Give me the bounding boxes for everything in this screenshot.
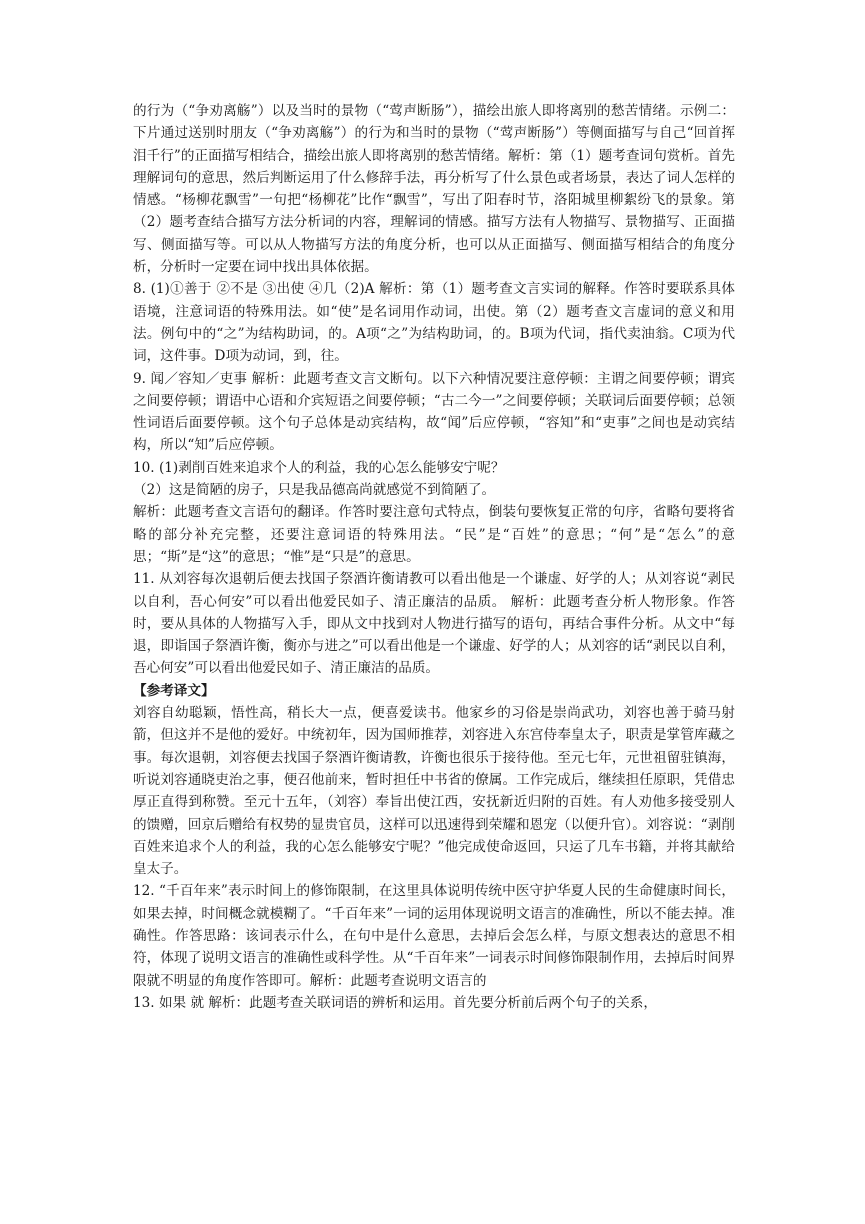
paragraph-answer-10-2: （2）这是简陋的房子，只是我品德高尚就感觉不到简陋了。 xyxy=(133,482,496,499)
paragraph-answer-13: 13. 如果 就 解析：此题考查关联词语的辨析和运用。首先要分析前后两个句子的关系， xyxy=(133,994,657,1011)
paragraph-answer-10-analysis: 解析：此题考查文言语句的翻译。作答时要注意句式特点，倒装句要恢复正常的句序，省略句要将省略的部分补充完整，还要注意词语的特殊用法。“民”是“百姓”的意思；“何”是“怎么”的意思；“斯”是“这”的意思；“惟”是“只是”的意思。 xyxy=(133,504,735,565)
paragraph-answer-9: 9. 闻／容知／吏事 解析：此题考查文言文断句。以下六种情况要注意停顿：主谓之间要停顿；谓宾之间要停顿；谓语中心语和介宾短语之间要停顿；“古二今一”之间要停顿；关联词后面要停顿；总领性词语后面要停顿。这个句子总体是动宾结构，故“闻”后应停顿，“容知”和“吏事”之间也是动宾结构，所以“知”后应停顿。 xyxy=(133,370,735,454)
paragraph-reference-translation: 刘容自幼聪颖，悟性高，稍长大一点，便喜爱读书。他家乡的习俗是崇尚武功，刘容也善于骑马射箭，但这并不是他的爱好。中统初年，因为国师推荐，刘容进入东宫侍奉皇太子，职责是掌管库藏之事。每次退朝，刘容便去找国子祭酒许衡请教，许衡也很乐于接待他。至元七年，元世祖留驻镇海，听说刘容通晓吏治之事，便召他前来，暂时担任中书省的僚属。工作完成后，继续担任原职，凭借忠厚正直得到称赞。至元十五年，（刘容）奉旨出使江西，安抚新近归附的百姓。有人劝他多接受别人的馈赠，回京后赠给有权势的显贵官员，这样可以迅速得到荣耀和恩宠（以便升官）。刘容说：“剥削百姓来追求个人的利益，我的心怎么能够安宁呢？”他完成使命返回，只运了几车书籍，并将其献给皇太子。 xyxy=(133,705,735,878)
paragraph-answer-10-1: 10. (1)剥削百姓来追求个人的利益，我的心怎么能够安宁呢？ xyxy=(133,459,505,476)
paragraph-answer-8: 8. (1)①善于 ②不是 ③出使 ④几（2)A 解析：第（1）题考查文言实词的解释。作答时要联系具体语境，注意词语的特殊用法。如“使”是名词用作动词，出使。第（2）题考查文言虚词的意义和用法。例句中的“之”为结构助词，的。A项“之”为结构助词，的。B项为代词，指代卖油翁。C项为代词，这件事。D项为动词，到，往。 xyxy=(133,281,735,365)
paragraph-answer-7: 的行为（“争劝离觞”）以及当时的景物（“莺声断肠”），描绘出旅人即将离别的愁苦情绪。示例二：下片通过送别时朋友（“争劝离觞”）的行为和当时的景物（“莺声断肠”）等侧面描写与自己“回首挥泪千行”的正面描写相结合，描绘出旅人即将离别的愁苦情绪。解析：第（1）题考查词句赏析。首先理解词句的意思，然后判断运用了什么修辞手法，再分析写了什么景色或者场景，表达了词人怎样的情感。“杨柳花飘雪”一句把“杨柳花”比作“飘雪”，写出了阳春时节，洛阳城里柳絮纷飞的景象。第（2）题考查结合描写方法分析词的内容，理解词的情感。描写方法有人物描写、景物描写、正面描写、侧面描写等。可以从人物描写方法的角度分析，也可以从正面描写、侧面描写相结合的角度分析，分析时一定要在词中找出具体依据。 xyxy=(133,103,735,276)
paragraph-answer-11: 11. 从刘容每次退朝后便去找国子祭酒许衡请教可以看出他是一个谦虚、好学的人；从刘容说“剥民以自利，吾心何安”可以看出他爱民如子、清正廉洁的品质。 解析：此题考查分析人物形象。作答时，要从具体的人物描写入手，即从文中找到对人物进行描写的语句，再结合事件分析。从文中“每退，即诣国子祭酒许衡，衡亦与进之”可以看出他是一个谦虚、好学的人；从刘容的话“剥民以自利，吾心何安”可以看出他爱民如子、清正廉洁的品质。 xyxy=(133,571,735,677)
document-page xyxy=(133,100,735,1014)
reference-translation-heading: 【参考译文】 xyxy=(133,682,215,699)
paragraph-answer-12: 12. “千百年来”表示时间上的修饰限制，在这里具体说明传统中医守护华夏人民的生命健康时间长，如果去掉，时间概念就模糊了。“千百年来”一词的运用体现说明文语言的准确性，所以不能去掉。准确性。作答思路：该词表示什么，在句中是什么意思，去掉后会怎么样，与原文想表达的意思不相符，体现了说明文语言的准确性或科学性。从“千百年来”一词表示时间修饰限制作用，去掉后时间界限就不明显的角度作答即可。解析：此题考查说明文语言的 xyxy=(133,883,735,989)
